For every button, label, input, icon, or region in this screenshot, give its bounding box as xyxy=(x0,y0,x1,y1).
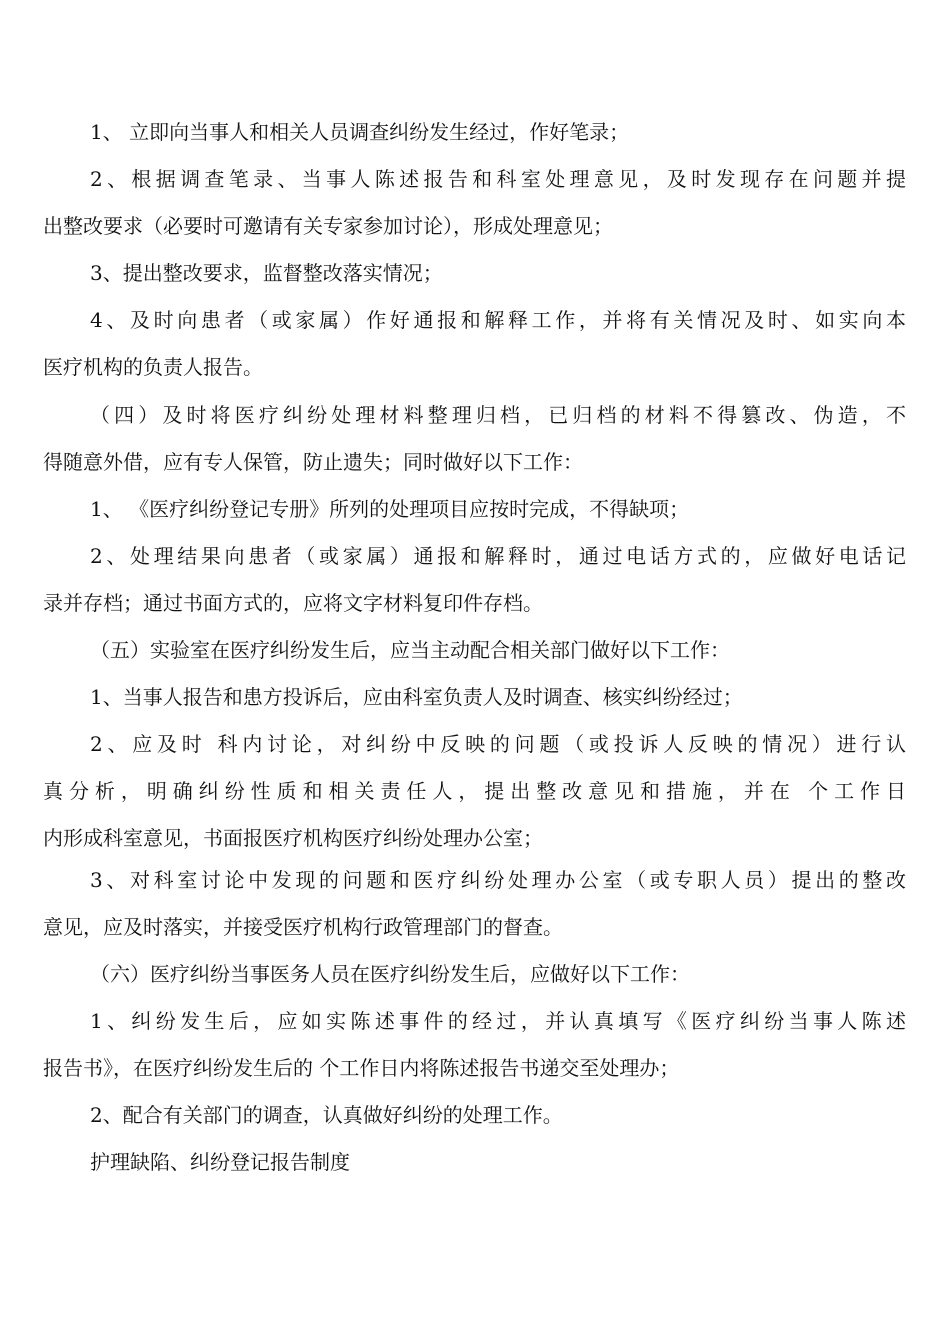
text-line: 护理缺陷、纠纷登记报告制度 xyxy=(90,1150,350,1174)
text-line: 4、及时向患者（或家属）作好通报和解释工作，并将有关情况及时、如实向本 xyxy=(90,308,906,332)
text-line: 2、根据调查笔录、当事人陈述报告和科室处理意见，及时发现存在问题并提 xyxy=(90,167,906,191)
text-line: 3、提出整改要求，监督整改落实情况； xyxy=(90,261,443,285)
text-line: 出整改要求（必要时可邀请有关专家参加讨论），形成处理意见； xyxy=(43,214,613,238)
text-line: （六）医疗纠纷当事医务人员在医疗纠纷发生后，应做好以下工作： xyxy=(90,962,690,986)
text-line: 录并存档；通过书面方式的，应将文字材料复印件存档。 xyxy=(43,591,543,615)
text-line: （五）实验室在医疗纠纷发生后，应当主动配合相关部门做好以下工作： xyxy=(90,638,730,662)
text-line: 2、处理结果向患者（或家属）通报和解释时，通过电话方式的，应做好电话记 xyxy=(90,544,906,568)
text-line: （四）及时将医疗纠纷处理材料整理归档，已归档的材料不得篡改、伪造，不 xyxy=(90,403,906,427)
text-line: 内形成科室意见，书面报医疗机构医疗纠纷处理办公室； xyxy=(43,826,543,850)
text-line: 1、 立即向当事人和相关人员调查纠纷发生经过，作好笔录； xyxy=(90,120,630,144)
text-line: 1、纠纷发生后，应如实陈述事件的经过，并认真填写《医疗纠纷当事人陈述 xyxy=(90,1009,906,1033)
text-line: 意见，应及时落实，并接受医疗机构行政管理部门的督查。 xyxy=(43,915,563,939)
text-line: 2、配合有关部门的调查，认真做好纠纷的处理工作。 xyxy=(90,1103,563,1127)
text-line: 1、 《医疗纠纷登记专册》所列的处理项目应按时完成，不得缺项； xyxy=(90,497,690,521)
text-line: 得随意外借，应有专人保管，防止遗失；同时做好以下工作： xyxy=(43,450,583,474)
text-line: 3、对科室讨论中发现的问题和医疗纠纷处理办公室（或专职人员）提出的整改 xyxy=(90,868,906,892)
text-line: 报告书》，在医疗纠纷发生后的 个工作日内将陈述报告书递交至处理办； xyxy=(43,1056,680,1080)
text-line: 真分析，明确纠纷性质和相关责任人，提出整改意见和措施，并在 个工作日 xyxy=(43,779,906,803)
text-line: 1、当事人报告和患方投诉后，应由科室负责人及时调查、核实纠纷经过； xyxy=(90,685,743,709)
text-line: 2、应及时 科内讨论，对纠纷中反映的问题（或投诉人反映的情况）进行认 xyxy=(90,732,906,756)
text-line: 医疗机构的负责人报告。 xyxy=(43,355,263,379)
